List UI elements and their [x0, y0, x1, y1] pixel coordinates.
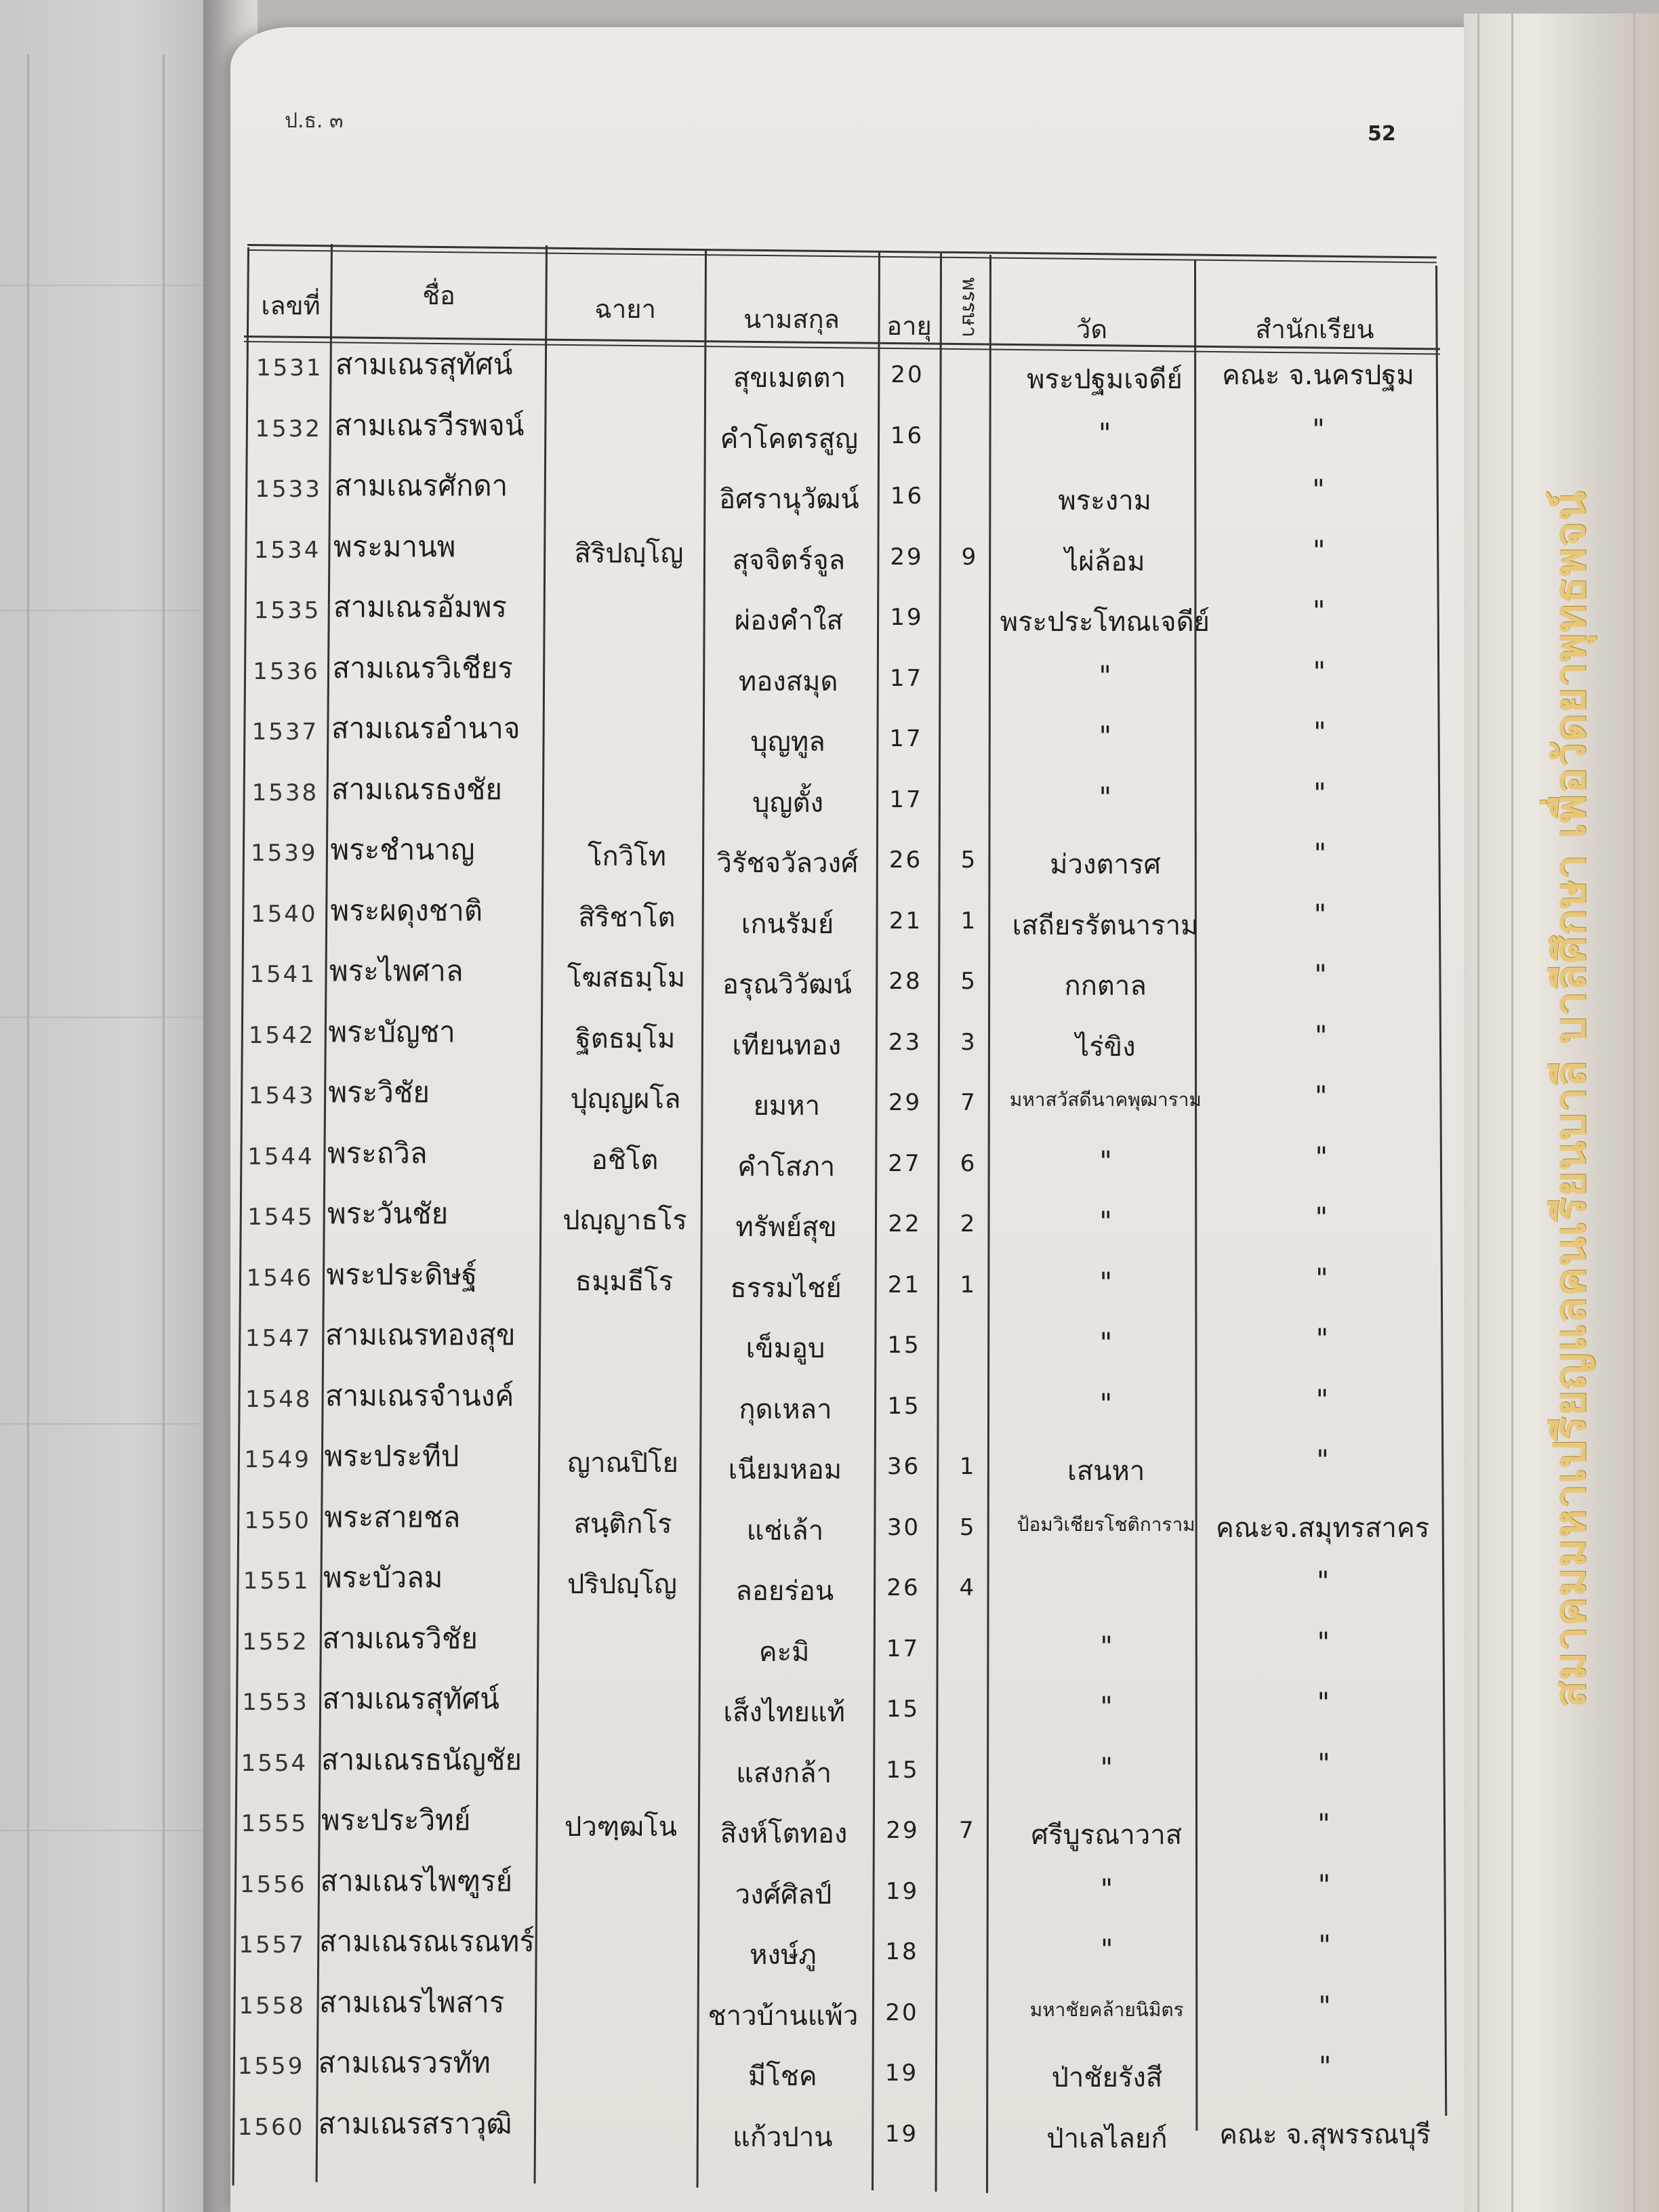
row-chaya: สิริปญฺโญ: [574, 537, 684, 569]
header-age: อายุ: [886, 311, 932, 341]
row-age: 17: [889, 664, 924, 692]
row-age: 30: [886, 1513, 921, 1541]
table-row: [0, 949, 1659, 1002]
row-age: 15: [887, 1392, 921, 1420]
row-name: สามเณรสราวุฒิ: [318, 2106, 512, 2140]
row-wat: ": [1100, 1934, 1113, 1965]
row-name: สามเณรทองสุข: [325, 1318, 516, 1351]
row-surname: อรุณวิวัฒน์: [722, 969, 852, 1000]
row-phansa: 9: [961, 543, 977, 571]
row-office: คณะ จ.สุพรรณบุรี: [1219, 2118, 1431, 2150]
row-office: คณะ จ.นครปฐม: [1222, 360, 1414, 391]
row-wat: ": [1099, 1267, 1112, 1298]
row-name: พระผดุงชาติ: [330, 893, 483, 927]
row-office: ": [1314, 960, 1327, 991]
row-office: ": [1318, 1930, 1331, 1961]
row-wat: พระปฐมเจดีย์: [1027, 364, 1183, 395]
header-chaya: ฉายา: [594, 294, 656, 324]
row-wat: ": [1100, 1692, 1113, 1723]
row-name: พระมานพ: [333, 529, 456, 563]
row-age: 15: [887, 1332, 921, 1359]
row-name: พระไพศาล: [329, 954, 464, 987]
row-surname: ธรรมไชย์: [730, 1272, 842, 1304]
row-name: สามเณรสุทัศน์: [322, 1682, 499, 1715]
row-name: พระประทีป: [324, 1439, 459, 1473]
row-number: 1558: [239, 1992, 306, 2020]
row-office: ": [1315, 1263, 1328, 1294]
row-age: 16: [890, 483, 924, 510]
row-phansa: 1: [959, 1453, 975, 1480]
row-chaya: ปุญฺญผโล: [570, 1084, 681, 1115]
row-age: 16: [890, 422, 924, 449]
row-name: สามเณรวีรพจน์: [334, 408, 525, 442]
table-row: [0, 646, 1659, 697]
row-number: 1536: [253, 657, 320, 685]
row-office: ": [1313, 717, 1326, 748]
row-number: 1545: [247, 1204, 314, 1231]
row-age: 29: [888, 1089, 922, 1116]
row-name: พระบัวลม: [323, 1561, 443, 1594]
row-name: สามเณรวิเชียร: [332, 651, 513, 684]
table-row: [0, 767, 1659, 819]
row-phansa: 7: [958, 1817, 974, 1844]
row-name: สามเณรธนัญชัย: [321, 1742, 523, 1776]
row-name: สามเณรสุทัศน์: [335, 348, 513, 381]
row-office: ": [1313, 777, 1326, 809]
table-row: [0, 888, 1659, 941]
row-name: สามเณรไพสาร: [319, 1985, 505, 2019]
row-age: 19: [885, 1877, 920, 1905]
row-surname: เนียมหอม: [728, 1454, 842, 1486]
row-age: 17: [889, 785, 923, 813]
table-row: [0, 1252, 1659, 1304]
row-surname: คะมิ: [758, 1636, 810, 1668]
row-age: 29: [890, 543, 924, 571]
row-office: ": [1315, 1384, 1329, 1416]
row-name: สามเณรอำนาจ: [331, 712, 520, 745]
row-surname: เส็งไทยแท้: [723, 1697, 846, 1728]
row-phansa: 5: [960, 846, 976, 874]
row-wat: ": [1100, 1873, 1113, 1905]
row-office: ": [1312, 474, 1325, 506]
row-number: 1537: [251, 718, 319, 745]
row-phansa: 2: [960, 1210, 975, 1237]
row-age: 15: [886, 1696, 920, 1723]
row-name: สามเณรวิชัย: [322, 1621, 478, 1655]
row-chaya: ฐิตธมฺโม: [575, 1023, 676, 1054]
row-number: 1539: [251, 840, 318, 867]
row-surname: สิงห์โตทอง: [720, 1818, 848, 1849]
table-row: [0, 1374, 1659, 1425]
row-name: สามเณรณเรณทร์: [319, 1925, 535, 1958]
row-phansa: 1: [960, 907, 976, 935]
row-name: สามเณรจำนงค์: [325, 1378, 514, 1412]
row-wat: ศรีบูรณาวาส: [1031, 1820, 1183, 1851]
row-wat: ": [1099, 1145, 1112, 1177]
row-surname: กุดเหลา: [739, 1393, 832, 1425]
row-office: ": [1315, 1202, 1328, 1233]
row-surname: บุญตั้ง: [752, 787, 824, 819]
row-wat: ": [1099, 1206, 1112, 1237]
row-age: 19: [884, 2120, 919, 2148]
row-office: ": [1317, 1748, 1330, 1780]
row-chaya: ญาณปิโย: [567, 1448, 678, 1479]
row-wat: พระประโทณเจดีย์: [1000, 607, 1210, 638]
row-chaya: โฆสธมฺโม: [567, 962, 686, 994]
row-office: ": [1314, 1020, 1328, 1052]
table-row: [0, 1738, 1659, 1789]
row-surname: ผ่องคำใส: [734, 605, 843, 636]
row-wat: เสนหา: [1067, 1456, 1145, 1487]
watermark-text: สมาคมมหาเปรียญแลคนเรียนบาลี บาลีศึกษา เพื่อวัดยาพุทธพจน์: [1544, 491, 1595, 1708]
row-surname: เทียนทอง: [732, 1029, 842, 1061]
row-chaya: โกวิโท: [587, 841, 666, 872]
row-wat: ": [1099, 781, 1111, 813]
header-office: สำนักเรียน: [1255, 314, 1374, 344]
row-number: 1549: [244, 1446, 311, 1473]
row-office: ": [1315, 1324, 1329, 1355]
table-row: [0, 585, 1659, 638]
row-chaya: ปริปญฺโญ: [567, 1569, 677, 1600]
row-name: พระบัญชา: [328, 1015, 455, 1048]
table-row: [0, 1010, 1659, 1063]
row-office: ": [1312, 413, 1325, 445]
row-name: สามเณรอัมพร: [333, 590, 507, 623]
row-age: 15: [886, 1756, 920, 1784]
row-wat: พระงาม: [1058, 485, 1152, 516]
row-office: คณะจ.สมุทรสาคร: [1215, 1512, 1430, 1544]
row-surname: สุขเมตตา: [733, 363, 846, 394]
row-age: 17: [889, 725, 923, 752]
row-age: 21: [888, 907, 923, 935]
row-chaya: ปวฑฺฒโน: [564, 1811, 677, 1843]
row-number: 1555: [241, 1810, 308, 1837]
header-phansa: พรรษา: [957, 277, 981, 337]
row-office: ": [1312, 535, 1326, 567]
row-surname: วิรัชจวัลวงศ์: [716, 848, 859, 879]
row-number: 1559: [237, 2053, 305, 2080]
row-surname: เกนรัมย์: [741, 908, 834, 940]
row-number: 1531: [256, 354, 323, 382]
row-surname: แช่เล้า: [746, 1515, 824, 1547]
row-age: 26: [888, 846, 923, 874]
row-wat: มหาชัยคล้ายนิมิตร: [1029, 1998, 1184, 2021]
row-age: 23: [888, 1028, 922, 1056]
row-wat: ": [1099, 660, 1111, 692]
row-surname: สุจจิตร์จูล: [732, 544, 846, 576]
row-wat: ไผ่ล้อม: [1065, 546, 1145, 577]
row-number: 1553: [242, 1689, 309, 1716]
row-wat: กกตาล: [1064, 970, 1147, 1002]
row-number: 1560: [237, 2113, 305, 2141]
row-phansa: 5: [960, 968, 975, 995]
table-row: [0, 1191, 1659, 1243]
row-chaya: อชิโต: [591, 1144, 659, 1176]
row-number: 1538: [251, 779, 319, 806]
row-age: 18: [885, 1938, 919, 1965]
row-number: 1542: [248, 1021, 316, 1049]
row-name: พระวันชัย: [327, 1197, 449, 1230]
page-label: ป.ธ. ๓: [285, 109, 344, 133]
row-wat: ม่วงตารศ: [1050, 849, 1161, 880]
row-number: 1554: [241, 1749, 308, 1777]
row-number: 1551: [243, 1568, 310, 1595]
table-row: [0, 403, 1659, 455]
table-row: [0, 1070, 1659, 1122]
row-surname: ทองสมุด: [738, 665, 838, 697]
table-row: [0, 827, 1659, 880]
header-wat: วัด: [1076, 314, 1107, 344]
row-surname: คำโสภา: [737, 1151, 836, 1183]
row-age: 28: [888, 968, 922, 995]
table-row: [0, 342, 1659, 395]
row-wat: ": [1099, 1328, 1113, 1359]
row-surname: ลอยร่อน: [735, 1576, 834, 1607]
row-name: พระประดิษฐ์: [326, 1257, 478, 1291]
row-age: 22: [888, 1210, 922, 1237]
row-phansa: 1: [960, 1271, 975, 1298]
table-row: [0, 464, 1659, 516]
row-number: 1548: [245, 1385, 312, 1413]
row-surname: วงศ์ศิลป์: [735, 1879, 832, 1910]
row-office: ": [1317, 1626, 1330, 1658]
row-office: ": [1313, 838, 1327, 869]
row-wat: ": [1100, 1752, 1113, 1784]
row-number: 1534: [253, 536, 321, 564]
row-office: ": [1318, 2051, 1332, 2083]
row-office: ": [1314, 1081, 1328, 1112]
row-name: พระวิชัย: [328, 1076, 430, 1109]
row-surname: หงษ์ภู: [750, 1940, 817, 1971]
header-no: เลขที่: [261, 291, 321, 321]
row-wat: ": [1100, 1631, 1113, 1662]
row-age: 20: [890, 361, 924, 388]
row-number: 1540: [251, 900, 318, 928]
table-row: [0, 1616, 1659, 1668]
row-name: พระชำนาญ: [330, 833, 475, 866]
table-row: [0, 706, 1659, 758]
row-surname: ทรัพย์สุข: [735, 1212, 837, 1243]
table-row: [0, 1434, 1659, 1487]
row-number: 1557: [239, 1931, 306, 1959]
row-office: ": [1313, 656, 1326, 688]
row-name: สามเณรศักดา: [334, 469, 508, 502]
header-name: ชื่อ: [422, 281, 455, 310]
row-surname: บุญทูล: [750, 726, 825, 758]
row-chaya: ธมฺมธีโร: [575, 1265, 674, 1297]
row-number: 1541: [249, 961, 316, 988]
table-row: [0, 2102, 1659, 2154]
table-row: [0, 1495, 1659, 1547]
row-surname: ชาวบ้านแพ้ว: [708, 2000, 859, 2032]
row-office: ": [1317, 1809, 1330, 1840]
row-wat: เสถียรรัตนาราม: [1012, 909, 1199, 941]
table-row: [0, 1555, 1659, 1607]
page-number: 52: [1368, 122, 1396, 146]
row-name: พระถวิล: [327, 1136, 428, 1170]
row-wat: ป่าเลไลยก์: [1046, 2123, 1168, 2154]
row-age: 29: [886, 1817, 920, 1844]
row-phansa: 7: [960, 1089, 975, 1116]
table-row: [0, 1677, 1659, 1728]
row-age: 19: [890, 604, 924, 631]
row-age: 36: [886, 1453, 921, 1480]
row-name: สามเณรวรทัท: [318, 2046, 491, 2079]
row-wat: ": [1099, 1388, 1113, 1420]
row-surname: แก้วปาน: [732, 2121, 833, 2153]
row-office: ": [1315, 1141, 1328, 1173]
row-office: ": [1317, 1687, 1330, 1719]
row-office: ": [1317, 1869, 1331, 1901]
row-office: ": [1313, 899, 1327, 930]
row-office: ": [1316, 1445, 1329, 1476]
row-age: 19: [884, 2060, 919, 2087]
row-wat: ": [1098, 417, 1111, 449]
row-number: 1552: [242, 1628, 309, 1656]
row-chaya: สนฺติกโร: [573, 1508, 672, 1540]
row-number: 1546: [246, 1264, 314, 1292]
row-name: สามเณรธงชัย: [331, 772, 503, 806]
row-phansa: 3: [960, 1028, 975, 1056]
row-wat: ": [1099, 721, 1111, 752]
row-chaya: สิริชาโต: [578, 901, 676, 933]
header-surname: นามสกุล: [743, 304, 840, 334]
row-number: 1533: [255, 476, 322, 503]
row-number: 1544: [247, 1143, 314, 1170]
row-surname: มีโชค: [747, 2061, 817, 2092]
row-chaya: ปญฺญาธโร: [562, 1205, 687, 1236]
row-number: 1547: [245, 1325, 312, 1352]
row-phansa: 5: [959, 1513, 975, 1541]
table-row: [0, 525, 1659, 577]
table-row: [0, 2041, 1659, 2093]
row-name: สามเณรไพฑูรย์: [320, 1864, 513, 1898]
row-number: 1556: [240, 1870, 307, 1898]
table-row: [0, 1859, 1659, 1910]
row-surname: ยมหา: [753, 1090, 821, 1122]
row-name: พระประวิทย์: [321, 1803, 471, 1837]
table-row: [0, 1131, 1659, 1183]
row-number: 1550: [244, 1507, 311, 1534]
row-office: ": [1316, 1566, 1330, 1597]
row-number: 1535: [253, 597, 321, 624]
row-age: 20: [885, 1999, 919, 2026]
row-age: 27: [888, 1149, 922, 1177]
table-row: [0, 1919, 1659, 1971]
table-row: [0, 1798, 1659, 1851]
row-phansa: 6: [960, 1149, 975, 1177]
row-surname: เข็มอูบ: [745, 1333, 825, 1364]
row-office: ": [1312, 596, 1326, 627]
row-office: ": [1318, 1990, 1331, 2022]
row-wat: ป้อมวิเชียรโชติการาม: [1017, 1513, 1195, 1536]
row-wat: ไร่ขิง: [1076, 1031, 1136, 1063]
row-wat: ป่าชัยรังสี: [1051, 2062, 1163, 2093]
row-age: 21: [887, 1271, 922, 1298]
row-age: 17: [886, 1635, 920, 1662]
row-surname: แสงกล้า: [736, 1757, 832, 1789]
row-age: 26: [886, 1574, 920, 1601]
row-number: 1543: [248, 1082, 316, 1109]
row-surname: อิศรานุวัฒน์: [719, 484, 859, 515]
row-surname: คำโคตรสูญ: [720, 423, 859, 455]
table-row: [0, 1313, 1659, 1364]
row-number: 1532: [255, 415, 322, 443]
row-phansa: 4: [959, 1574, 975, 1601]
row-wat: มหาสวัสดีนาคพุฒาราม: [1009, 1088, 1202, 1111]
row-name: พระสายชล: [324, 1500, 461, 1534]
table-row: [0, 1980, 1659, 2032]
